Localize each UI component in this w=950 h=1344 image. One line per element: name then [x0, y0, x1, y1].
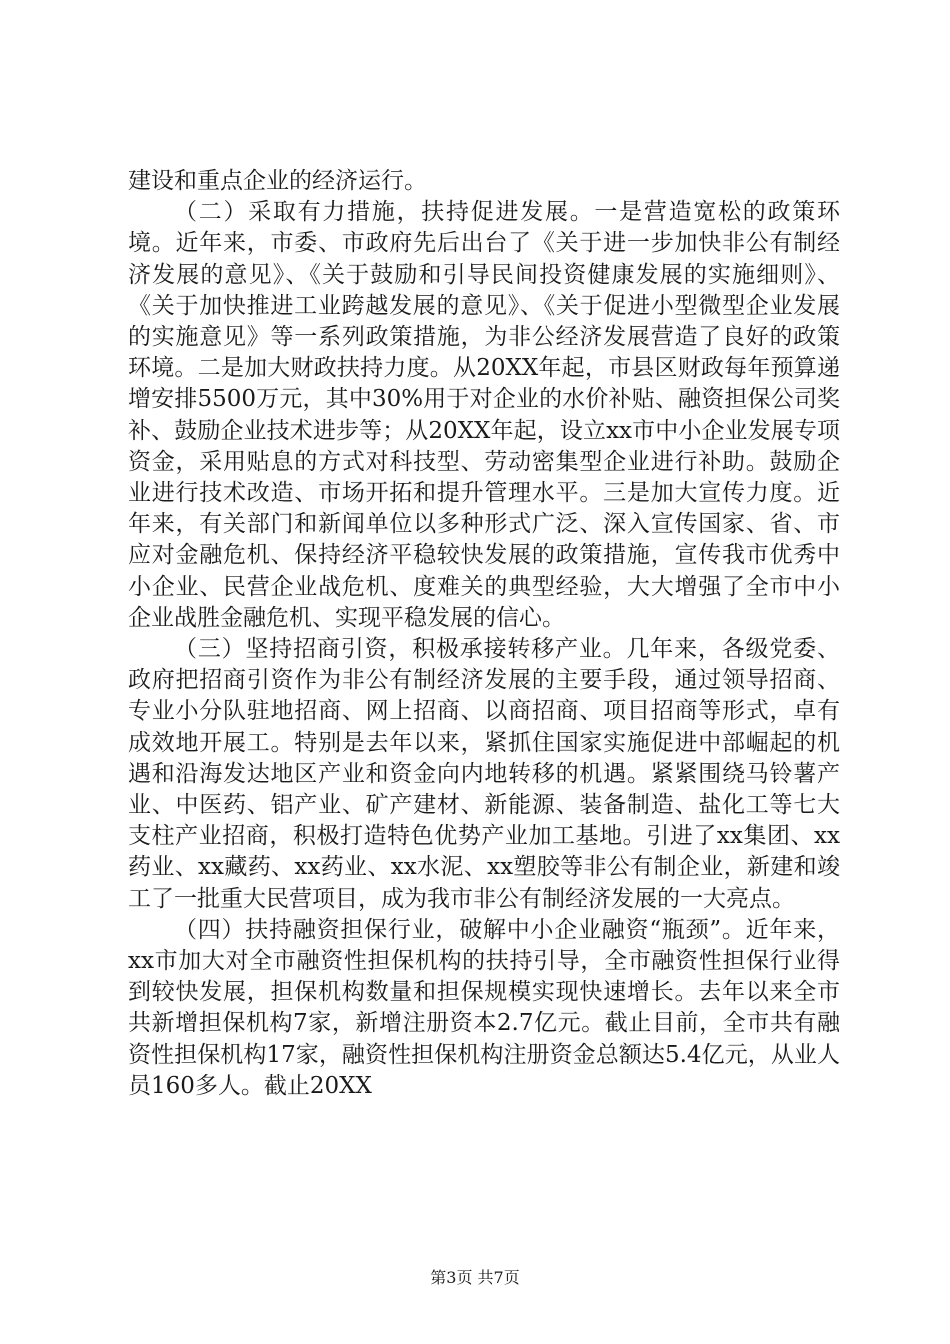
- paragraph-section-3: （三）坚持招商引资，积极承接转移产业。几年来，各级党委、政府把招商引资作为非公有制经济发展的主要手段，通过领导招商、专业小分队驻地招商、网上招商、以商招商、项目招商等形式，卓有成效地开展工。特别是去年以来，紧抓住国家实施促进中部崛起的机遇和沿海发达地区产业和资金向内地转移的机遇。紧紧围绕马铃薯产业、中医药、铝产业、矿产建材、新能源、装备制造、盐化工等七大支柱产业招商，积极打造特色优势产业加工基地。引进了xx集团、xx药业、xx藏药、xx药业、xx水泥、xx塑胶等非公有制企业，新建和竣工了一批重大民营项目，成为我市非公有制经济发展的一大亮点。: [128, 636, 840, 912]
- document-body: [128, 166, 840, 1102]
- page-number-footer: 第3页 共7页: [430, 1268, 520, 1287]
- paragraph-continuation: 建设和重点企业的经济运行。: [128, 168, 427, 194]
- paragraph-section-4: （四）扶持融资担保行业，破解中小企业融资“瓶颈”。近年来，xx市加大对全市融资性担保机构的扶持引导，全市融资性担保行业得到较快发展，担保机构数量和担保规模实现快速增长。去年以来全市共新增担保机构7家，新增注册资本2.7亿元。截止目前，全市共有融资性担保机构17家，融资性担保机构注册资金总额达5.4亿元，从业人员160多人。截止20XX: [128, 916, 840, 1099]
- paragraph-section-2: （二）采取有力措施，扶持促进发展。一是营造宽松的政策环境。近年来，市委、市政府先后出台了《关于进一步加快非公有制经济发展的意见》、《关于鼓励和引导民间投资健康发展的实施细则》、《关于加快推进工业跨越发展的意见》、《关于促进小型微型企业发展的实施意见》等一系列政策措施，为非公经济发展营造了良好的政策环境。二是加大财政扶持力度。从20XX年起，市县区财政每年预算递增安排5500万元，其中30%用于对企业的水价补贴、融资担保公司奖补、鼓励企业技术进步等；从20XX年起，设立xx市中小企业发展专项资金，采用贴息的方式对科技型、劳动密集型企业进行补助。鼓励企业进行技术改造、市场开拓和提升管理水平。三是加大宣传力度。近年来，有关部门和新闻单位以多种形式广泛、深入宣传国家、省、市应对金融危机、保持经济平稳较快发展的政策措施，宣传我市优秀中小企业、民营企业战危机、度难关的典型经验，大大增强了全市中小企业战胜金融危机、实现平稳发展的信心。: [128, 199, 840, 631]
